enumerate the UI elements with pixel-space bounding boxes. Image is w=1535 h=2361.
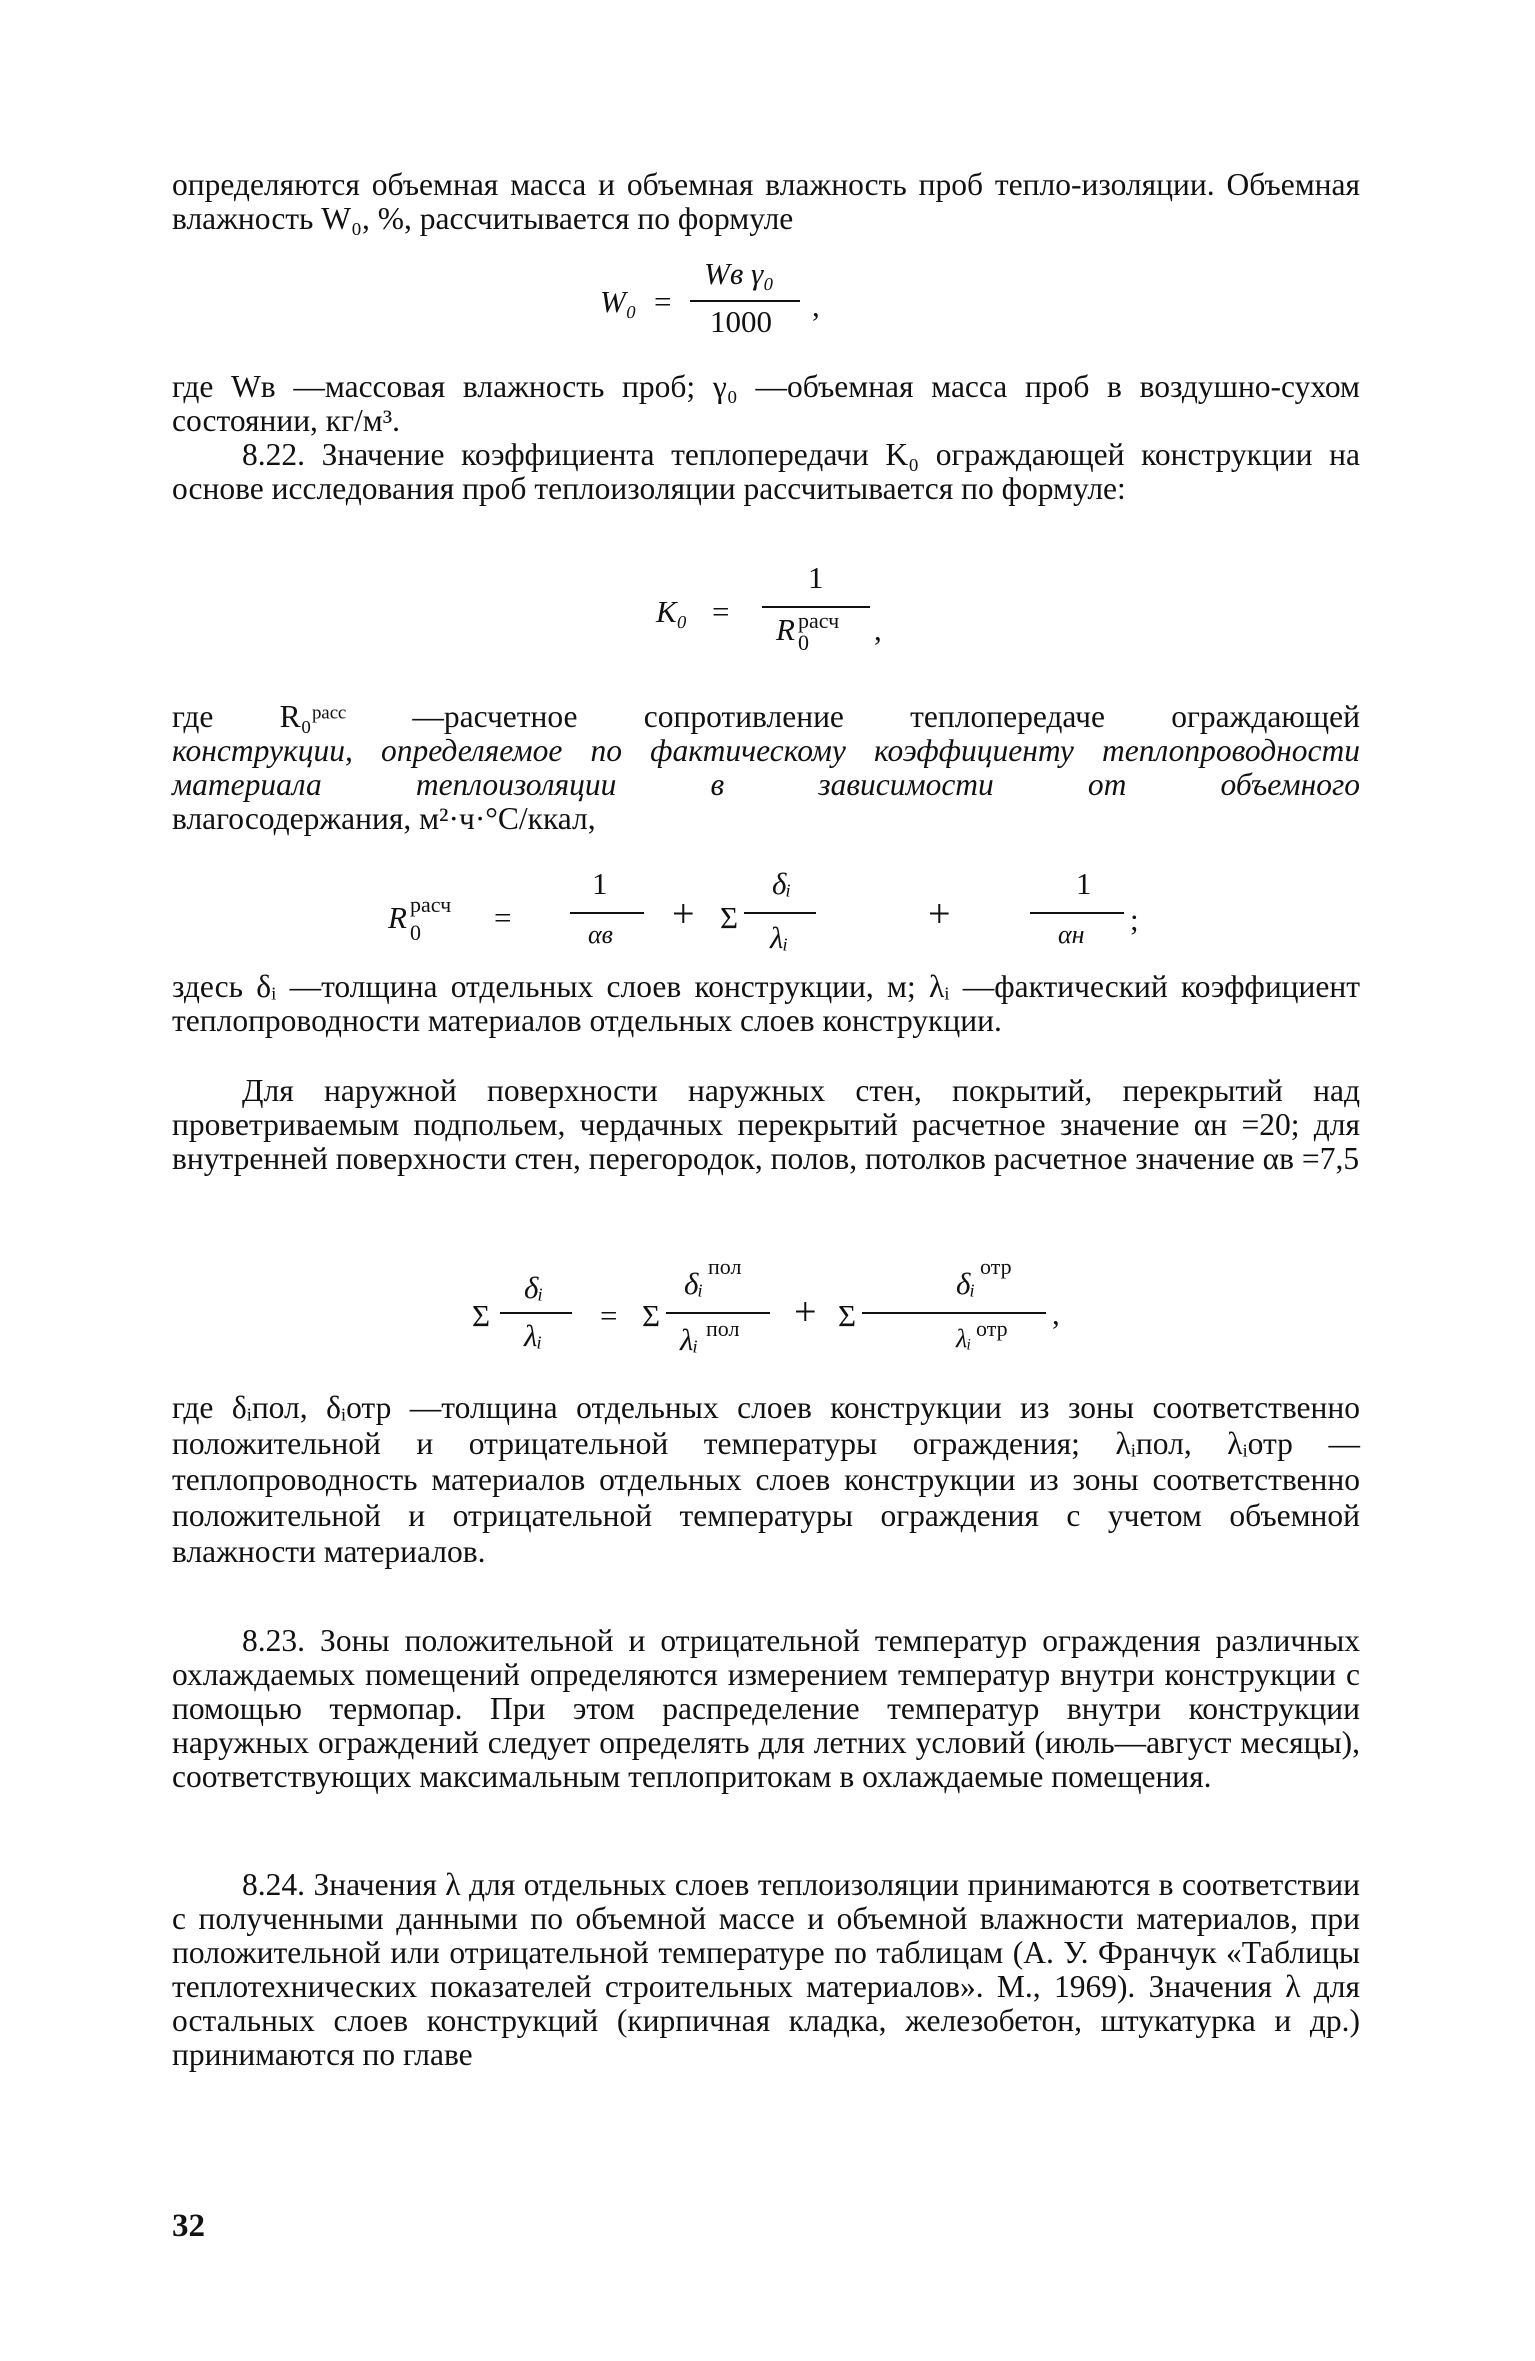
formula-k0-end: , <box>874 612 882 647</box>
formula-r0-t2-den: λᵢ <box>770 920 789 955</box>
formula-r0-t2-num: δᵢ <box>772 866 792 901</box>
page-number: 32 <box>172 2208 205 2244</box>
formula-sum-l-num: δᵢ <box>524 1270 544 1305</box>
paragraph-wv-def: где Wв —массовая влажность проб; γ₀ —объемная масса проб в воздушно-сухом состоянии, кг/м³. <box>172 369 1360 438</box>
formula-k0-den-sub: 0 <box>798 630 809 655</box>
paragraph-pol-otr-def: где δᵢпол, δᵢотр —толщина отдельных слоев конструкции из зоны соответственно положительной и отрицательной температуры ограждения; λᵢпол, λᵢотр —теплопроводность материалов отдельных слоев конструкции из зоны соответственно положительной и отрицательной температуры ограждения с учетом объемной влажности материалов. <box>172 1390 1360 1569</box>
formula-sum-r-num-sup: отр <box>980 1254 1012 1279</box>
paragraph-r0-lead: где R₀ᵖᵃᶜᶜ —расчетное сопротивление теплопередаче ограждающей <box>172 699 1360 734</box>
formula-w0-eq: = <box>654 284 672 319</box>
formula-r0-t1-bar <box>570 912 644 914</box>
formula-w0-den: 1000 <box>710 304 772 339</box>
paragraph-r0-italic: конструкции, определяемое по фактическому коэффициенту теплопроводности материала теплоизоляции в зависимости от объемного <box>172 733 1360 802</box>
formula-r0-t3-num: 1 <box>1076 866 1092 901</box>
formula-sum-sigma-m: Σ <box>642 1298 661 1333</box>
formula-sum-m-den-sup: пол <box>706 1316 740 1341</box>
formula-k0-eq: = <box>712 594 730 629</box>
formula-r0-t3-bar <box>1030 912 1124 914</box>
formula-w0-end: , <box>812 288 820 323</box>
formula-sum-r-den: λᵢ <box>956 1324 972 1353</box>
formula-r0-lhs-sub: 0 <box>410 920 421 945</box>
formula-sum-r-bar <box>862 1312 1046 1314</box>
formula-sum-eq: = <box>600 1298 618 1333</box>
paragraph-8-23: 8.23. Зоны положительной и отрицательной температур ограждения различных охлаждаемых помещений определяются измерением температур внутри конструкции с помощью термопар. При этом распределение температур внутри конструкции наружных ограждений следует определять для летних условий (июль—август месяцы), соответствующих максимальным теплопритокам в охлаждаемые помещения. <box>172 1623 1360 1794</box>
formula-w0 <box>172 256 1360 344</box>
formula-r0 <box>172 868 1360 968</box>
formula-sum-m-num-sup: пол <box>708 1254 742 1279</box>
formula-w0-num: Wв γ₀ <box>704 256 775 291</box>
formula-r0-t2-bar <box>744 912 816 914</box>
formula-sum-plus: + <box>794 1289 817 1334</box>
paragraph-alpha-values: Для наружной поверхности наружных стен, покрытий, перекрытий над проветриваемым подпольем, чердачных перекрытий расчетное значение αн =20; для внутренней поверхности стен, перегородок, полов, потолков расчетное значение αв =7,5 <box>172 1073 1360 1176</box>
formula-sum-sigma-l: Σ <box>472 1298 491 1333</box>
formula-k0-num: 1 <box>808 560 824 595</box>
formula-k0-den-sup: расч <box>798 608 840 633</box>
formula-k0 <box>172 560 1360 656</box>
formula-sum-end: , <box>1052 1296 1060 1331</box>
formula-r0-t1-den: αв <box>588 920 613 949</box>
formula-sum-sigma-r: Σ <box>838 1298 857 1333</box>
formula-sum <box>172 1250 1360 1380</box>
paragraph-delta-def: здесь δᵢ —толщина отдельных слоев конструкции, м; λᵢ —фактический коэффициент теплопроводности материалов отдельных слоев конструкции. <box>172 969 1360 1038</box>
formula-sum-l-den: λᵢ <box>524 1318 543 1353</box>
formula-r0-t1-num: 1 <box>592 866 608 901</box>
formula-k0-lhs: K₀ <box>656 594 688 629</box>
formula-r0-plus2: + <box>928 891 951 936</box>
formula-w0-bar <box>690 300 800 302</box>
formula-r0-plus1: + <box>672 891 695 936</box>
formula-r0-eq: = <box>494 900 512 935</box>
paragraph-r0-def <box>172 700 1360 836</box>
formula-r0-lhs-sup: расч <box>410 892 452 917</box>
formula-r0-end: ; <box>1130 902 1139 937</box>
formula-r0-sigma: Σ <box>720 900 739 935</box>
formula-w0-lhs: W₀ <box>600 284 637 319</box>
formula-sum-l-bar <box>500 1312 572 1314</box>
formula-sum-r-den-sup: отр <box>976 1316 1008 1341</box>
formula-sum-r-num: δᵢ <box>956 1266 976 1301</box>
formula-sum-m-num: δᵢ <box>684 1266 704 1301</box>
paragraph-8-24: 8.24. Значения λ для отдельных слоев теплоизоляции принимаются в соответствии с полученными данными по объемной массе и объемной влажности материалов, при положительной или отрицательной температуре по таблицам (А. У. Франчук «Таблицы теплотехнических показателей строительных материалов». М., 1969). Значения λ для остальных слоев конструкций (кирпичная кладка, железобетон, штукатурка и др.) принимаются по главе <box>172 1867 1360 2072</box>
formula-r0-lhs-base: R <box>388 900 407 935</box>
formula-sum-m-bar <box>666 1312 770 1314</box>
paragraph-r0-tail: влагосодержания, м²·ч·°С/ккал, <box>172 801 596 836</box>
formula-r0-t3-den: αн <box>1058 920 1085 949</box>
formula-k0-den-base: R <box>776 612 795 647</box>
formula-sum-m-den: λᵢ <box>680 1322 699 1357</box>
paragraph-intro: определяются объемная масса и объемная влажность проб тепло-изоляции. Объемная влажность W₀, %, рассчитывается по формуле <box>172 167 1360 236</box>
paragraph-8-22: 8.22. Значение коэффициента теплопередачи K₀ ограждающей конструкции на основе исследования проб теплоизоляции рассчитывается по формуле: <box>172 437 1360 506</box>
